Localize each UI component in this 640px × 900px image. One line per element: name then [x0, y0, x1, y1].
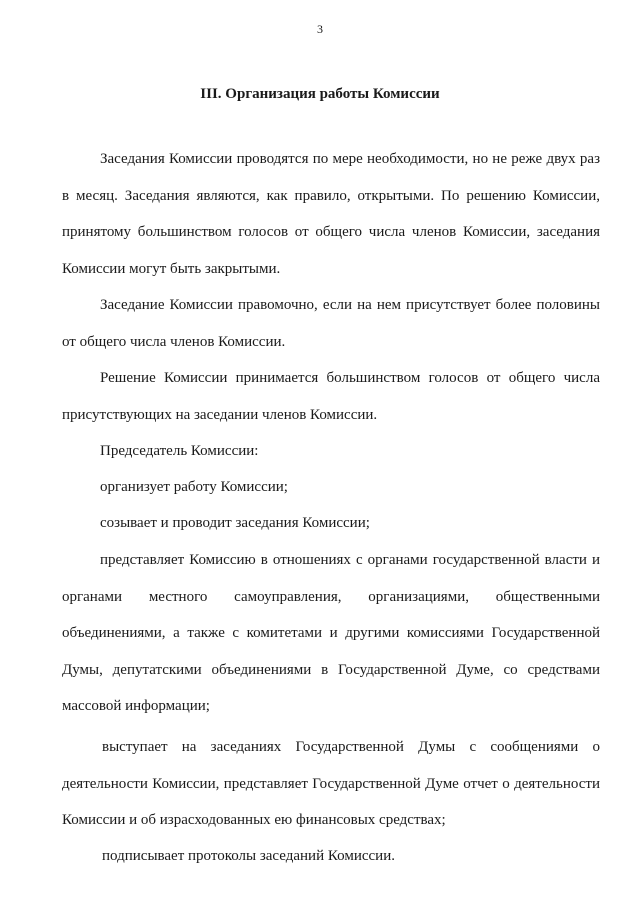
paragraph-organizes: организует работу Комиссии; — [100, 479, 288, 495]
paragraph-decision: Решение Комиссии принимается большинством голосов от общего числа присутствующих на заседании членов Комиссии. — [62, 370, 600, 423]
paragraph-reports: выступает на заседаниях Государственной Думы с сообщениями о деятельности Комиссии, представляет Государственной Думе отчет о деятельности Комиссии и об израсходованных ею финансовых средствах; — [62, 739, 600, 828]
section-title: III. Организация работы Комиссии — [200, 86, 440, 102]
paragraph-signs: подписывает протоколы заседаний Комиссии. — [102, 848, 395, 864]
paragraph-quorum: Заседание Комиссии правомочно, если на нем присутствует более половины от общего числа членов Комиссии. — [62, 297, 600, 350]
paragraph-meetings: Заседания Комиссии проводятся по мере необходимости, но не реже двух раз в месяц. Заседания являются, как правило, открытыми. По решению Комиссии, принятому большинством голосов от общего числа членов Комиссии, заседания Комиссии могут быть закрытыми. — [62, 151, 600, 277]
paragraph-represents: представляет Комиссию в отношениях с органами государственной власти и органами местного самоуправления, организациями, общественными объединениями, а также с комитетами и другими комиссиями Государственной Думы, депутатскими объединениями в Государственной Думе, со средствами массовой информации; — [62, 552, 600, 714]
page-number: 3 — [317, 22, 323, 36]
paragraph-convenes: созывает и проводит заседания Комиссии; — [100, 515, 370, 531]
paragraph-chairman: Председатель Комиссии: — [100, 443, 259, 459]
